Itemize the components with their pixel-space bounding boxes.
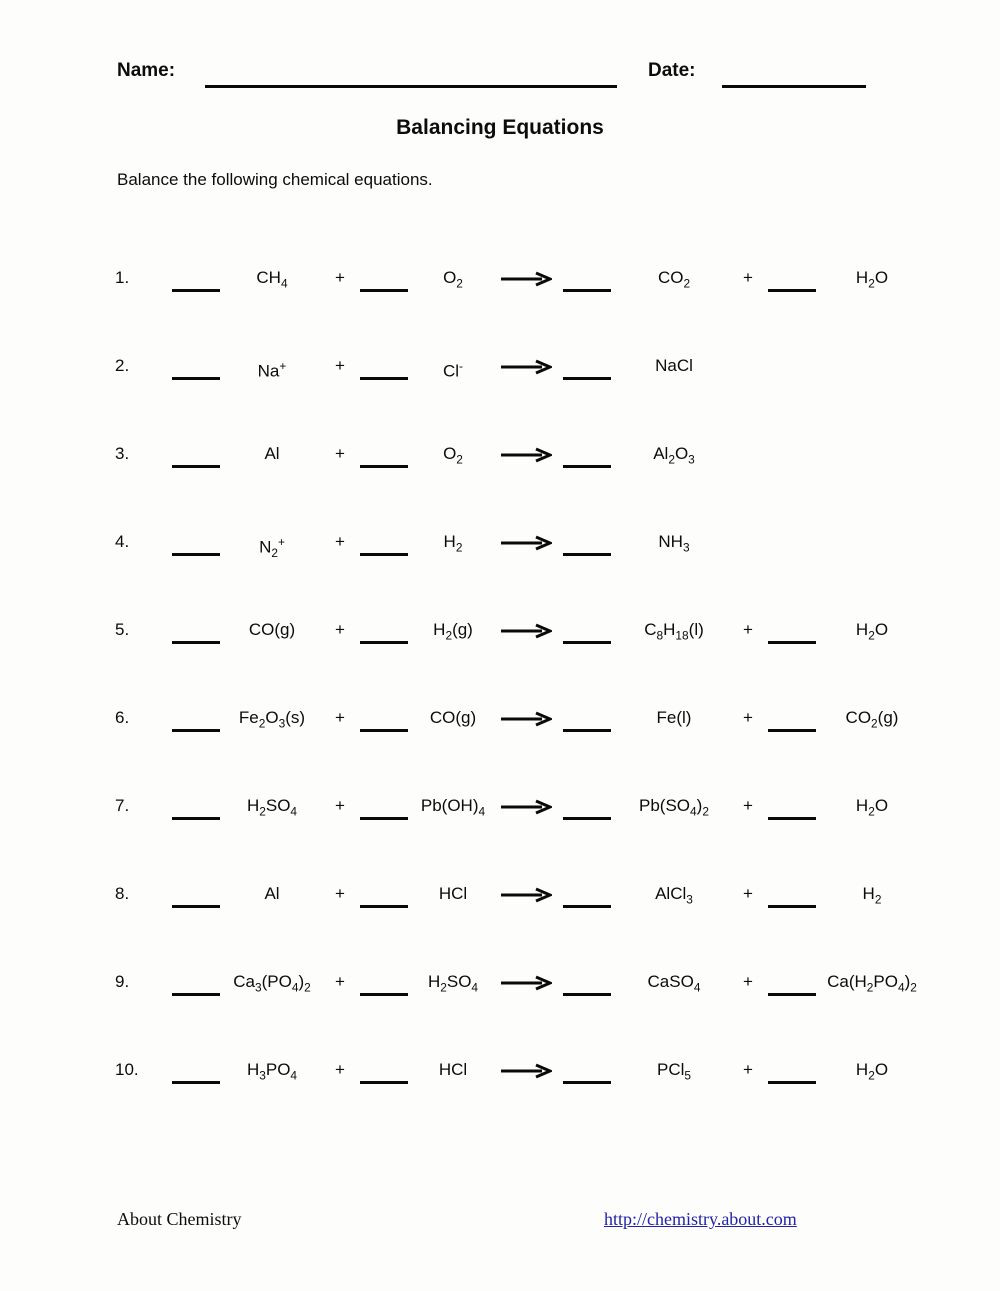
equation-row-2 bbox=[115, 354, 926, 442]
coefficient-blank[interactable] bbox=[360, 794, 408, 820]
equation-number: 2. bbox=[115, 356, 130, 375]
coefficient-blank[interactable] bbox=[360, 530, 408, 556]
coefficient-blank[interactable] bbox=[172, 882, 220, 908]
equation-number: 5. bbox=[115, 620, 130, 639]
product-2-formula: $H_2$ bbox=[862, 884, 882, 907]
coefficient-blank[interactable] bbox=[172, 618, 220, 644]
product-2-formula: $H_2O$ bbox=[855, 1060, 889, 1083]
reactant-1-formula: Al bbox=[264, 444, 280, 463]
plus-sign: + bbox=[743, 268, 753, 287]
coefficient-blank[interactable] bbox=[172, 1058, 220, 1084]
equation-row-3 bbox=[115, 442, 926, 530]
product-1-formula: AlCl$_3$ bbox=[655, 884, 693, 907]
equation-row-1 bbox=[115, 266, 926, 354]
reactant-2-formula: $H_2SO_4$ bbox=[427, 972, 479, 995]
page-title: Balancing Equations bbox=[396, 116, 604, 139]
plus-sign: + bbox=[335, 972, 345, 991]
plus-sign: + bbox=[743, 620, 753, 639]
coefficient-blank[interactable] bbox=[563, 706, 611, 732]
plus-sign: + bbox=[335, 1060, 345, 1079]
reactant-2-formula: HCl bbox=[438, 1060, 468, 1079]
coefficient-blank[interactable] bbox=[172, 970, 220, 996]
product-1-formula: $Pb(SO_4)_2$ bbox=[639, 796, 709, 819]
equation-row-8 bbox=[115, 882, 926, 970]
yields-arrow-icon bbox=[500, 618, 552, 646]
coefficient-blank[interactable] bbox=[768, 1058, 816, 1084]
coefficient-blank[interactable] bbox=[563, 354, 611, 380]
yields-arrow-icon bbox=[500, 442, 552, 470]
equation-row-6 bbox=[115, 706, 926, 794]
coefficient-blank[interactable] bbox=[768, 706, 816, 732]
reactant-2-formula: $Pb(OH)_4$ bbox=[420, 796, 486, 819]
reactant-1-formula: $H_2SO_4$ bbox=[246, 796, 298, 819]
equation-number: 9. bbox=[115, 972, 130, 991]
yields-arrow-icon bbox=[500, 1058, 552, 1086]
plus-sign: + bbox=[335, 444, 345, 463]
coefficient-blank[interactable] bbox=[172, 354, 220, 380]
reactant-2-formula: HCl bbox=[438, 884, 468, 903]
reactant-1-formula: $Ca_3(PO_4)_2$ bbox=[233, 972, 311, 995]
coefficient-blank[interactable] bbox=[563, 618, 611, 644]
reactant-2-formula: Cl- bbox=[442, 359, 464, 381]
reactant-1-formula: Na+ bbox=[257, 359, 287, 381]
plus-sign: + bbox=[743, 884, 753, 903]
coefficient-blank[interactable] bbox=[360, 970, 408, 996]
coefficient-blank[interactable] bbox=[563, 794, 611, 820]
product-2-formula: $Ca(H_2PO_4)_2$ bbox=[827, 972, 917, 995]
plus-sign: + bbox=[335, 268, 345, 287]
reactant-1-formula: $Fe_2O_3(s)$ bbox=[238, 708, 306, 731]
coefficient-blank[interactable] bbox=[768, 618, 816, 644]
yields-arrow-icon bbox=[500, 970, 552, 998]
product-2-formula: $H_2O$ bbox=[855, 796, 889, 819]
footer-brand: About Chemistry bbox=[117, 1209, 242, 1229]
coefficient-blank[interactable] bbox=[563, 442, 611, 468]
reactant-1-formula: CO(g) bbox=[248, 620, 296, 639]
coefficient-blank[interactable] bbox=[360, 882, 408, 908]
plus-sign: + bbox=[335, 884, 345, 903]
yields-arrow-icon bbox=[500, 794, 552, 822]
coefficient-blank[interactable] bbox=[360, 442, 408, 468]
plus-sign: + bbox=[335, 620, 345, 639]
plus-sign: + bbox=[335, 356, 345, 375]
product-1-formula: PCl$_5$ bbox=[656, 1060, 692, 1083]
yields-arrow-icon bbox=[500, 530, 552, 558]
product-2-formula: $CO_2(g)$ bbox=[845, 708, 899, 731]
footer-link[interactable]: http://chemistry.about.com bbox=[604, 1209, 797, 1229]
reactant-2-formula: CO(g) bbox=[429, 708, 477, 727]
equation-number: 4. bbox=[115, 532, 130, 551]
name-input-line[interactable] bbox=[205, 85, 617, 88]
equation-number: 7. bbox=[115, 796, 130, 815]
yields-arrow-icon bbox=[500, 882, 552, 910]
coefficient-blank[interactable] bbox=[360, 1058, 408, 1084]
plus-sign: + bbox=[743, 972, 753, 991]
equations-list bbox=[115, 266, 926, 1146]
product-1-formula: $Al_2O_3$ bbox=[653, 444, 695, 467]
reactant-1-formula: $H_3PO_4$ bbox=[246, 1060, 298, 1083]
plus-sign: + bbox=[743, 796, 753, 815]
coefficient-blank[interactable] bbox=[360, 706, 408, 732]
coefficient-blank[interactable] bbox=[360, 266, 408, 292]
coefficient-blank[interactable] bbox=[768, 970, 816, 996]
plus-sign: + bbox=[335, 796, 345, 815]
product-1-formula: $NH_3$ bbox=[658, 532, 690, 555]
coefficient-blank[interactable] bbox=[768, 794, 816, 820]
equation-row-4 bbox=[115, 530, 926, 618]
equation-number: 10. bbox=[115, 1060, 139, 1079]
plus-sign: + bbox=[335, 708, 345, 727]
reactant-2-formula: $H_2$ bbox=[443, 532, 463, 555]
equation-row-9 bbox=[115, 970, 926, 1058]
plus-sign: + bbox=[743, 1060, 753, 1079]
reactant-1-formula: $N_2^+$ bbox=[259, 535, 285, 561]
date-label: Date: bbox=[648, 60, 696, 81]
reactant-2-formula: $H_2(g)$ bbox=[433, 620, 473, 643]
plus-sign: + bbox=[743, 708, 753, 727]
equation-number: 6. bbox=[115, 708, 130, 727]
equation-row-10 bbox=[115, 1058, 926, 1146]
plus-sign: + bbox=[335, 532, 345, 551]
instructions: Balance the following chemical equations. bbox=[117, 170, 433, 189]
reactant-1-formula: Al bbox=[264, 884, 280, 903]
coefficient-blank[interactable] bbox=[360, 618, 408, 644]
coefficient-blank[interactable] bbox=[563, 1058, 611, 1084]
coefficient-blank[interactable] bbox=[563, 266, 611, 292]
coefficient-blank[interactable] bbox=[768, 266, 816, 292]
equation-number: 8. bbox=[115, 884, 130, 903]
coefficient-blank[interactable] bbox=[172, 266, 220, 292]
equation-number: 1. bbox=[115, 268, 130, 287]
equation-row-7 bbox=[115, 794, 926, 882]
product-1-formula: NaCl bbox=[655, 356, 693, 375]
reactant-2-formula: $O_2$ bbox=[443, 268, 463, 291]
yields-arrow-icon bbox=[500, 354, 552, 382]
date-input-line[interactable] bbox=[722, 85, 866, 88]
product-2-formula: $H_2O$ bbox=[855, 620, 889, 643]
equation-row-5 bbox=[115, 618, 926, 706]
reactant-1-formula: $CH_4$ bbox=[256, 268, 288, 291]
product-1-formula: $CO_2$ bbox=[657, 268, 691, 291]
product-1-formula: Fe(l) bbox=[656, 708, 692, 727]
coefficient-blank[interactable] bbox=[172, 442, 220, 468]
coefficient-blank[interactable] bbox=[172, 794, 220, 820]
yields-arrow-icon bbox=[500, 706, 552, 734]
coefficient-blank[interactable] bbox=[768, 882, 816, 908]
coefficient-blank[interactable] bbox=[172, 706, 220, 732]
coefficient-blank[interactable] bbox=[563, 530, 611, 556]
product-1-formula: $C_8H_{18}(l)$ bbox=[644, 620, 704, 643]
coefficient-blank[interactable] bbox=[172, 530, 220, 556]
name-label: Name: bbox=[117, 60, 176, 81]
coefficient-blank[interactable] bbox=[360, 354, 408, 380]
product-1-formula: CaSO$_4$ bbox=[647, 972, 701, 995]
coefficient-blank[interactable] bbox=[563, 882, 611, 908]
product-2-formula: $H_2O$ bbox=[855, 268, 889, 291]
equation-number: 3. bbox=[115, 444, 130, 463]
coefficient-blank[interactable] bbox=[563, 970, 611, 996]
reactant-2-formula: $O_2$ bbox=[443, 444, 463, 467]
yields-arrow-icon bbox=[500, 266, 552, 294]
